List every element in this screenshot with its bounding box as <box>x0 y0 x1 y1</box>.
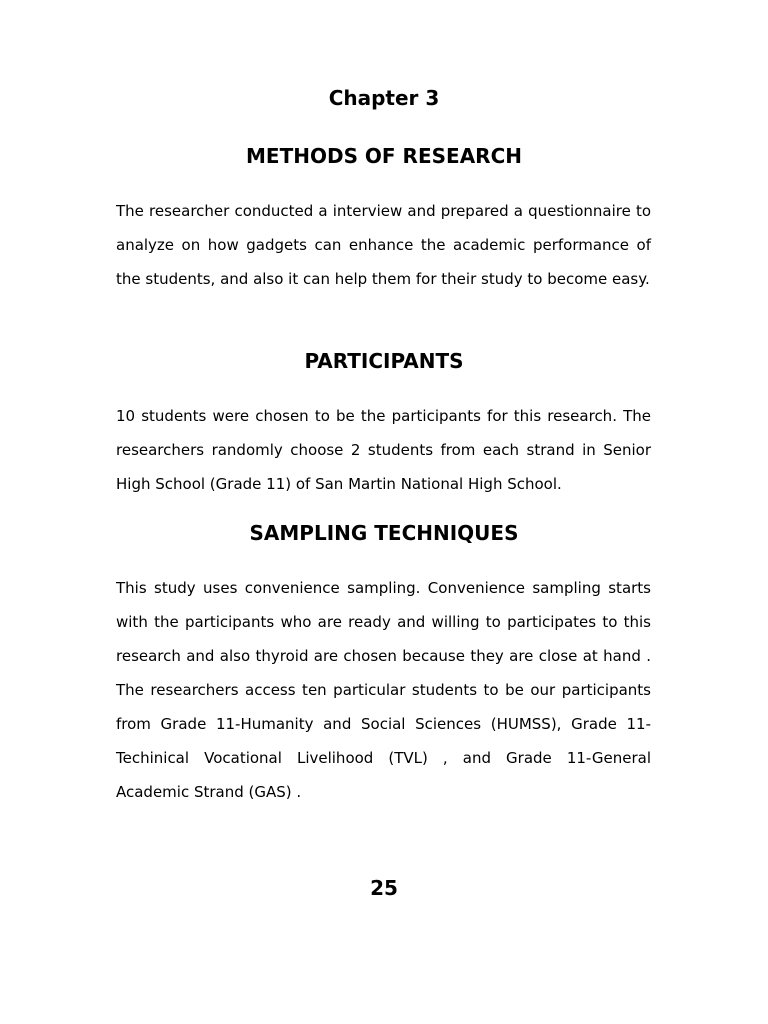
section-body-sampling-techniques: This study uses convenience sampling. Convenience sampling starts with the participants who are ready and willing to participates to this research and also thyroid are chosen because they are close at hand . The researchers access ten particular students to be our participants from Grade 11-Humanity and Social Sciences (HUMSS), Grade 11- Techinical Vocational Livelihood (TVL) , and Grade 11-General Academic Strand (GAS) . <box>116 579 651 801</box>
section-body-participants: 10 students were chosen to be the participants for this research. The researchers randomly choose 2 students from each strand in Senior High School (Grade 11) of San Martin National High School. <box>116 407 651 493</box>
page-number: 25 <box>370 876 398 900</box>
section-title-methods-of-research: METHODS OF RESEARCH <box>246 144 522 168</box>
section-body-methods-of-research: The researcher conducted a interview and prepared a questionnaire to analyze on how gadgets can enhance the academic performance of the students, and also it can help them for their study to become easy. <box>116 202 651 288</box>
chapter-title: Chapter 3 <box>328 86 440 110</box>
section-title-participants: PARTICIPANTS <box>304 349 464 373</box>
section-title-sampling-techniques: SAMPLING TECHNIQUES <box>249 521 519 545</box>
